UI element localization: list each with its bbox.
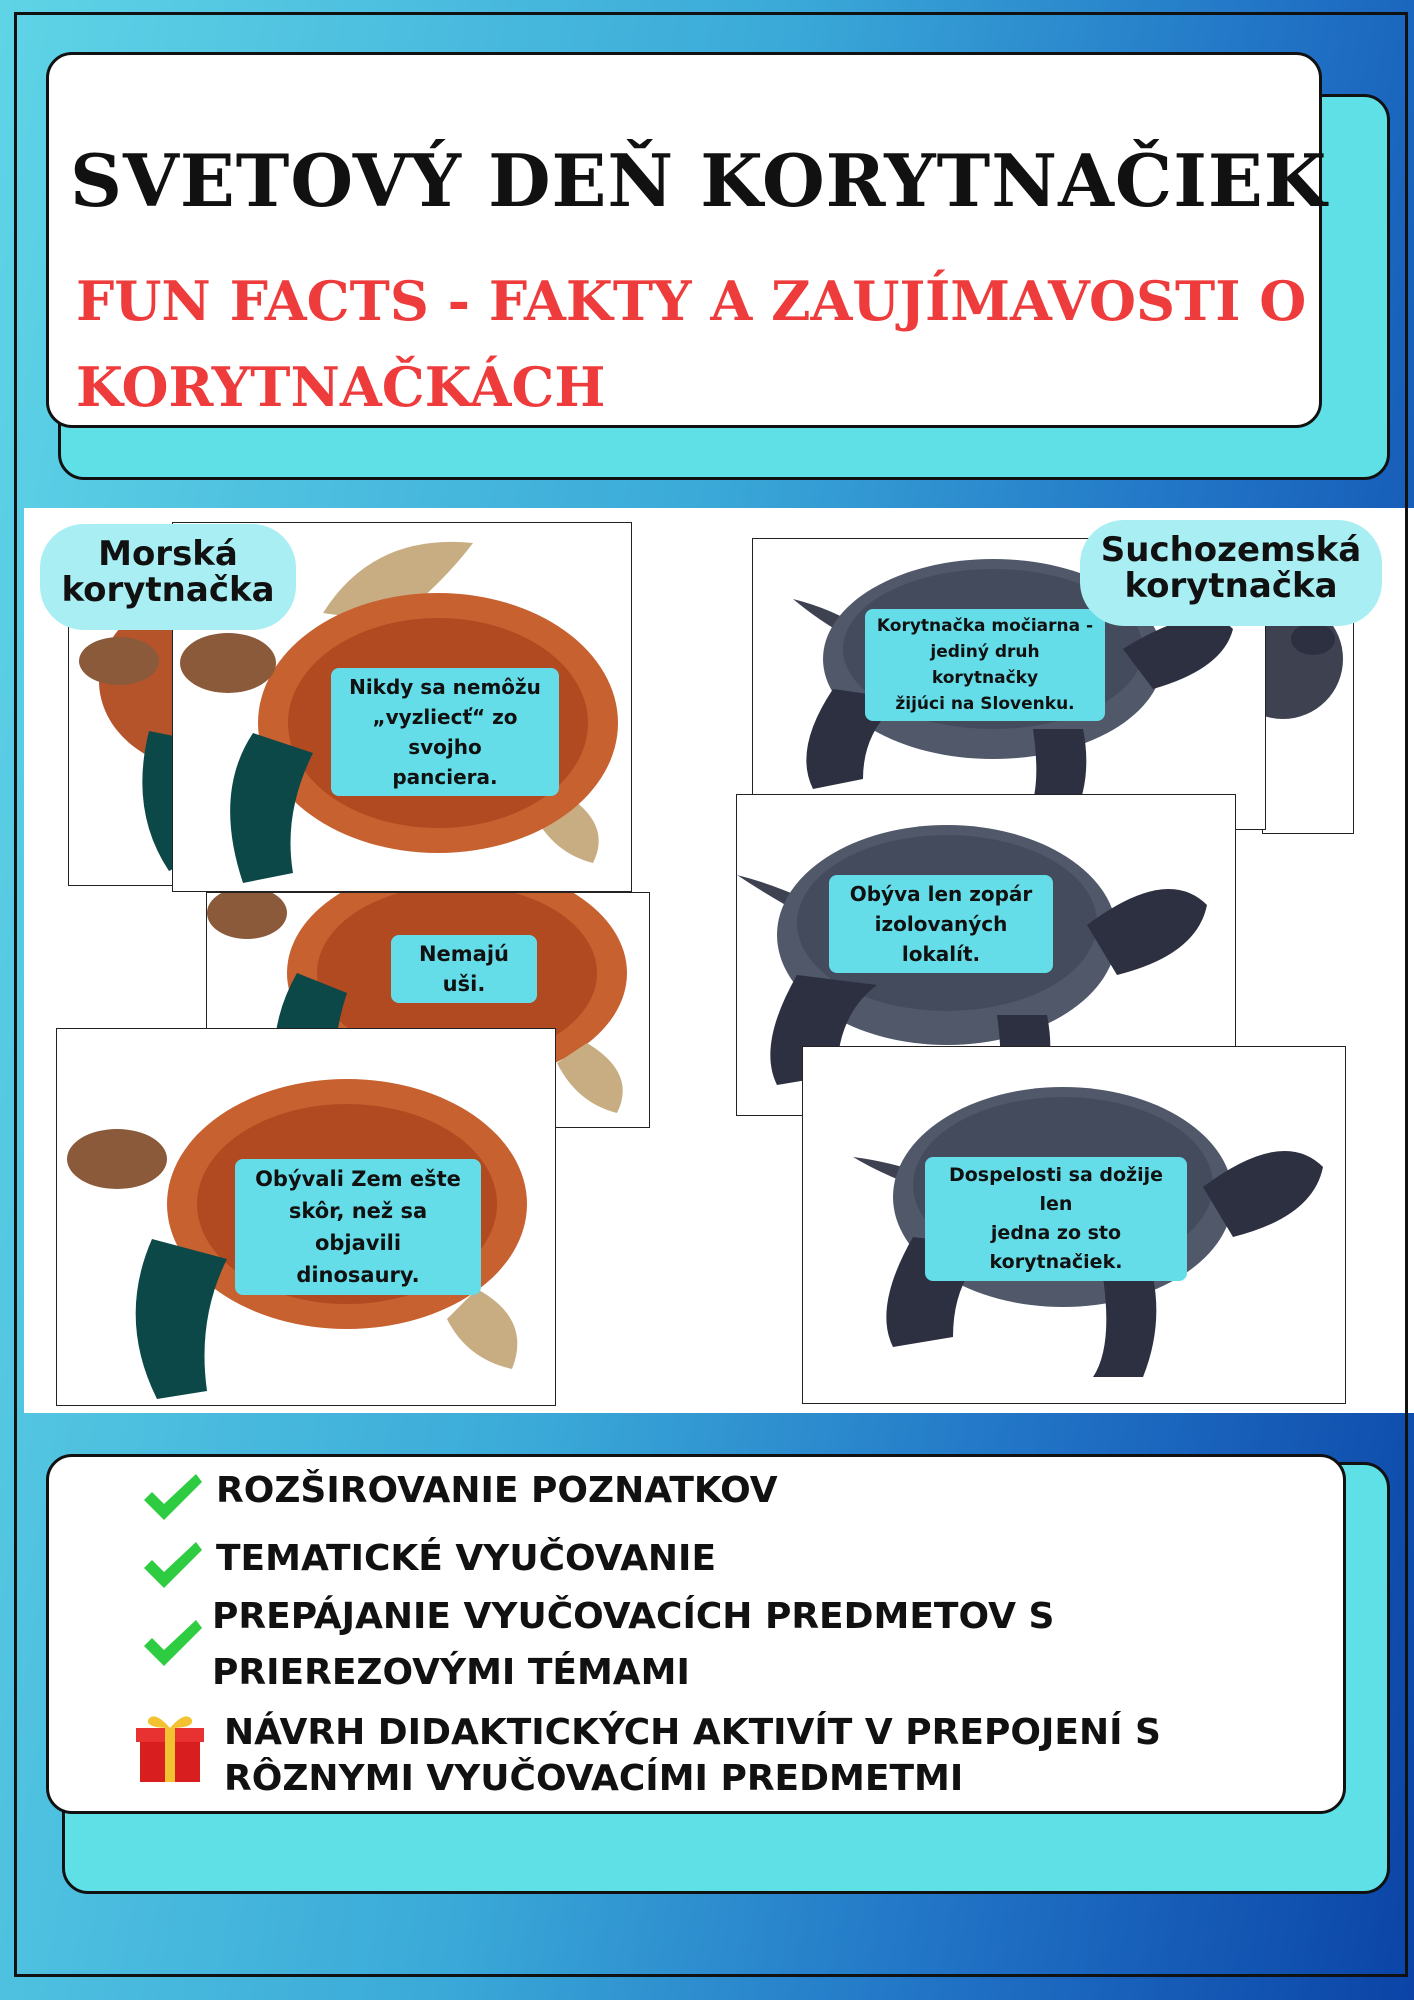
subtitle-line-1: FUN FACTS - FAKTY A ZAUJÍMAVOSTI O — [76, 269, 1307, 333]
fact-line: Korytnačka močiarna - — [876, 616, 1094, 636]
check-icon — [140, 1472, 204, 1522]
fact-line: Obývali Zem ešte — [255, 1167, 461, 1191]
fact-line: Dospelosti sa dožije len — [948, 1164, 1164, 1215]
land-fact-1 — [865, 609, 1105, 721]
fact-line: Nemajú uši. — [418, 942, 510, 996]
land-label — [1080, 520, 1382, 626]
sea-fact-3 — [235, 1159, 481, 1295]
page-title: SVETOVÝ DEŇ KORYTNAČIEK — [70, 138, 1328, 223]
fact-line: panciera. — [392, 765, 498, 789]
benefit-text: NÁVRH DIDAKTICKÝCH AKTIVÍT V PREPOJENÍ S — [224, 1712, 1161, 1753]
fact-line: jedna zo sto — [990, 1222, 1122, 1244]
check-icon — [140, 1540, 204, 1590]
page-subtitle — [76, 258, 1316, 430]
subtitle-line-2: KORYTNAČKÁCH — [76, 355, 606, 419]
fact-line: skôr, než sa objavili — [288, 1199, 428, 1255]
benefit-text: ROZŠIROVANIE POZNATKOV — [216, 1470, 778, 1511]
land-fact-3 — [925, 1157, 1187, 1281]
land-fact-2 — [829, 875, 1053, 973]
benefit-text: TEMATICKÉ VYUČOVANIE — [216, 1538, 717, 1579]
label-line: Suchozemská — [1100, 530, 1362, 570]
fact-line: izolovaných lokalít. — [874, 912, 1008, 966]
check-icon — [140, 1618, 204, 1668]
fact-line: dinosaury. — [296, 1263, 420, 1287]
fact-line: Nikdy sa nemôžu — [349, 675, 541, 699]
benefit-text: RÔZNYMI VYUČOVACÍMI PREDMETMI — [224, 1758, 964, 1799]
sea-fact-2 — [391, 935, 537, 1003]
benefit-text: PREPÁJANIE VYUČOVACÍCH PREDMETOV S — [212, 1596, 1055, 1637]
label-line: Morská — [98, 534, 238, 574]
label-line: korytnačka — [1124, 566, 1338, 606]
gift-icon — [134, 1710, 206, 1784]
land-card-3 — [802, 1046, 1346, 1404]
fact-line: jediný druh korytnačky — [930, 642, 1040, 688]
benefit-text: PRIEREZOVÝMI TÉMAMI — [212, 1652, 690, 1693]
fact-line: Obýva len zopár — [849, 882, 1033, 906]
fact-line: korytnačiek. — [989, 1251, 1123, 1273]
fact-line: žijúci na Slovenku. — [895, 694, 1075, 714]
fact-line: „vyzliecť“ zo svojho — [372, 705, 518, 759]
sea-fact-1 — [331, 668, 559, 796]
sea-card-3 — [56, 1028, 556, 1406]
sea-label — [40, 524, 296, 630]
label-line: korytnačka — [61, 570, 275, 610]
